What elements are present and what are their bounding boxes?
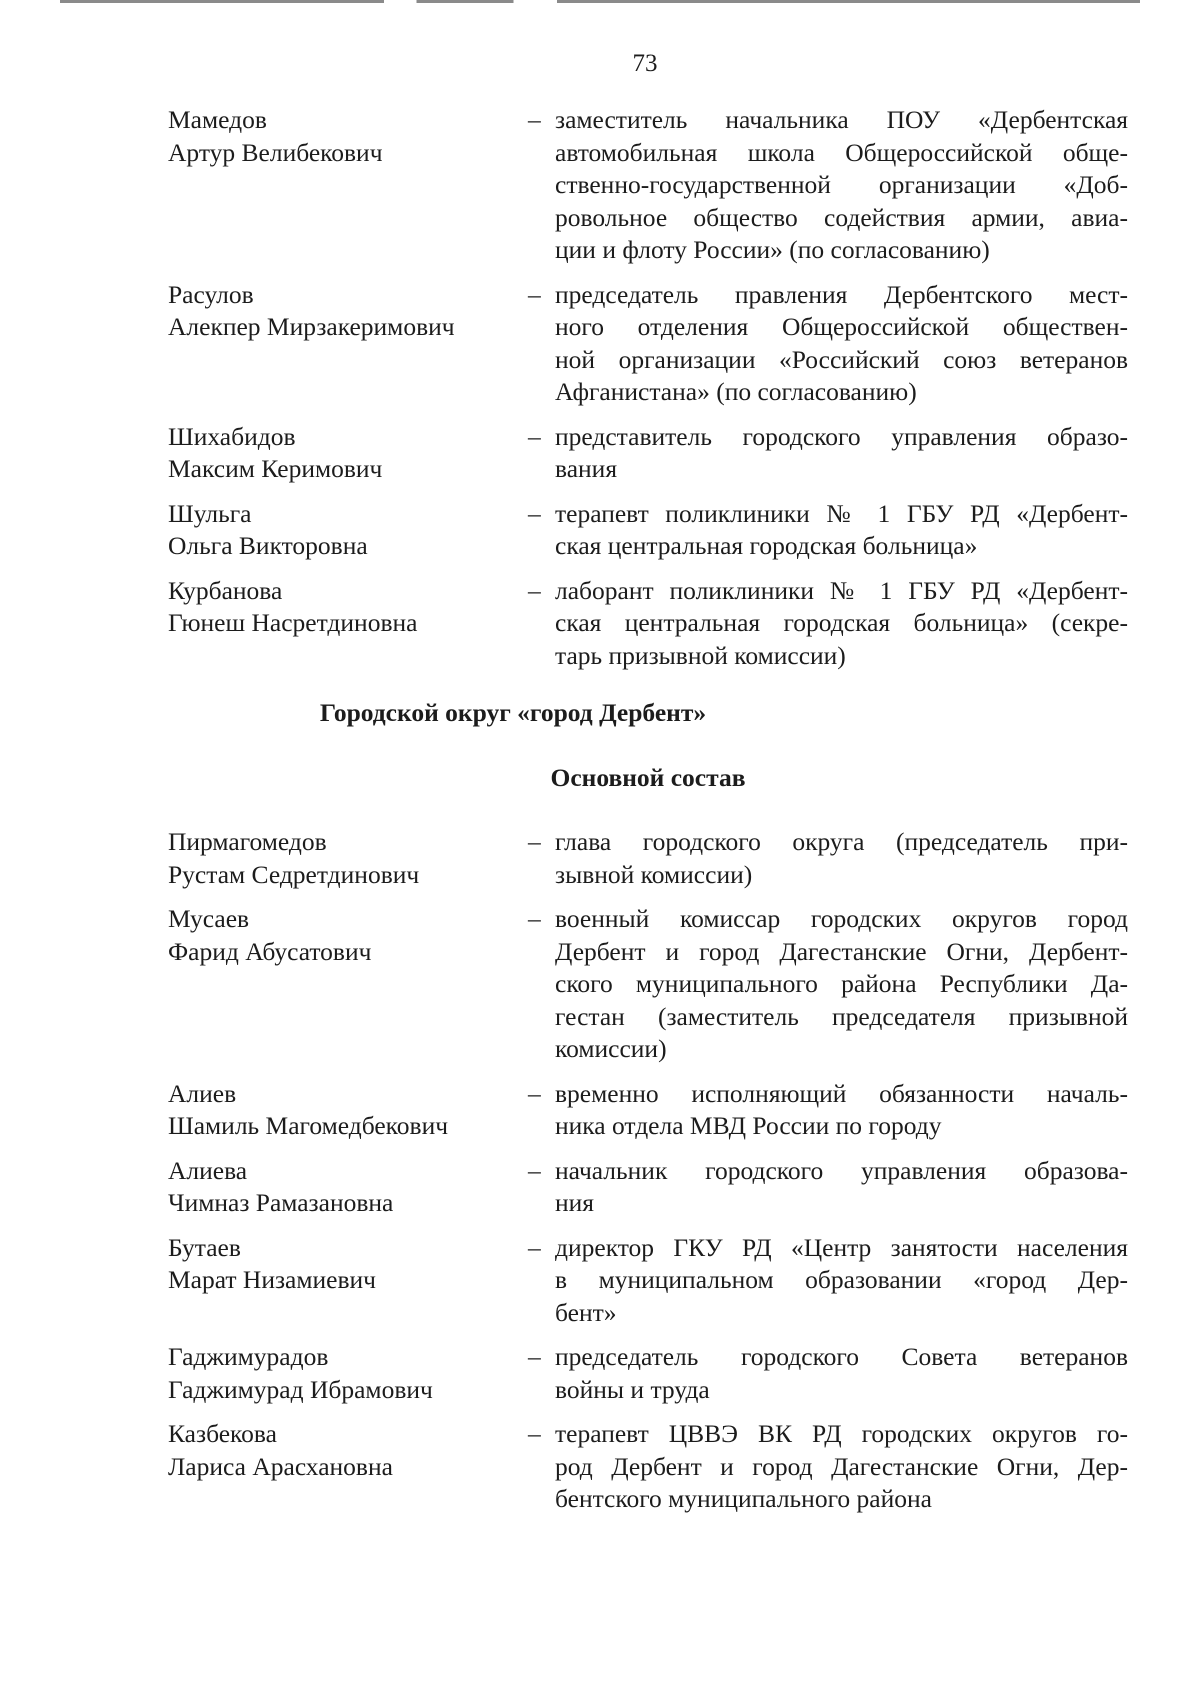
dash-separator: – [528,105,541,134]
role-line: ровольное общество содействия армии, авиа- [555,202,1128,232]
member-role [528,1155,1128,1220]
role-line: военный комиссар городских округов город [555,904,1128,933]
role-description [555,279,1128,409]
member-first-patronymic: Фарид Абусатович [168,936,372,966]
role-line: ского муниципального района Республики Да- [555,969,1128,998]
member-role [528,279,1128,409]
member-entry [168,1078,1128,1143]
member-name [168,104,528,267]
role-description [555,1418,1128,1516]
member-role [528,421,1128,486]
dash-separator: – [528,904,541,933]
dash-separator: – [528,1232,541,1262]
member-entry [168,1232,1128,1330]
member-entry [168,575,1128,673]
member-first-patronymic: Артур Велибекович [168,137,383,167]
role-description [555,575,1128,673]
member-surname: Бутаев [168,1232,241,1262]
member-surname: Алиев [168,1078,237,1108]
document-body [168,104,1128,1528]
role-line: войны и труда [555,1374,710,1404]
section-heading-composition: Основной состав [550,762,746,792]
member-name [168,1341,528,1406]
member-role [528,104,1128,267]
section-heading-district: Городской округ «город Дербент» [319,698,707,727]
role-line: Дербент и город Дагестанские Огни, Дербент- [555,936,1128,966]
role-line: ская центральная городская больница» [555,531,978,560]
role-description [555,1232,1128,1330]
role-line: зывной комиссии) [555,859,753,889]
role-line: ника отдела МВД России по городу [555,1111,942,1140]
member-role [528,1232,1128,1330]
member-first-patronymic: Рустам Седретдинович [168,859,420,889]
role-line: ственно-государственной организации «Доб- [555,170,1128,199]
member-entry [168,1418,1128,1516]
member-surname: Казбекова [168,1419,277,1448]
member-role [528,1341,1128,1406]
role-line: ной организации «Российский союз ветеранов [555,344,1128,374]
member-surname: Шульга [168,498,252,528]
role-description [555,1341,1128,1406]
dash-separator: – [528,421,541,451]
role-line: заместитель начальника ПОУ «Дербентская [555,105,1128,134]
role-line: ская центральная городская больница» (секре- [555,608,1128,637]
member-name [168,498,528,563]
member-surname: Расулов [168,279,254,309]
member-entry [168,1341,1128,1406]
member-surname: Шихабидов [168,421,296,451]
dash-separator: – [528,498,541,528]
role-description [555,826,1128,891]
role-line: начальник городского управления образова- [555,1155,1128,1185]
role-line: директор ГКУ РД «Центр занятости населения [555,1232,1128,1262]
member-role [528,498,1128,563]
member-name [168,575,528,673]
member-surname: Алиева [168,1155,248,1185]
member-entry [168,279,1128,409]
member-entry [168,1155,1128,1220]
dash-separator: – [528,575,541,605]
role-line: гестан (заместитель председателя призывной [555,1001,1128,1031]
dash-separator: – [528,279,541,309]
role-line: тарь призывной комиссии) [555,640,846,670]
member-entry [168,826,1128,891]
member-entry [168,104,1128,267]
role-line: бентского муниципального района [555,1484,932,1513]
role-description [555,1078,1128,1143]
role-description [555,903,1128,1066]
member-list-main [168,826,1128,1516]
member-first-patronymic: Алекпер Мирзакеримович [168,312,455,341]
member-name [168,1418,528,1516]
member-name [168,1232,528,1330]
member-role [528,575,1128,673]
member-name [168,1155,528,1220]
role-description [555,498,1128,563]
role-line: председатель правления Дербентского мест- [555,279,1128,309]
member-role [528,1418,1128,1516]
role-line: комиссии) [555,1034,667,1063]
role-description [555,1155,1128,1220]
role-line: представитель городского управления образо- [555,421,1128,451]
member-surname: Мамедов [168,105,267,134]
role-line: глава городского округа (председатель при- [555,827,1128,856]
member-entry [168,498,1128,563]
member-first-patronymic: Максим Керимович [168,454,383,483]
member-role [528,1078,1128,1143]
member-entry [168,903,1128,1066]
role-line: ного отделения Общероссийской обществен- [555,312,1128,341]
member-surname: Пирмагомедов [168,827,327,856]
role-line: Афганистана» (по согласованию) [555,377,917,406]
scan-top-edge [60,0,1140,3]
member-surname: Мусаев [168,904,250,933]
member-surname: Гаджимурадов [168,1342,329,1371]
member-name [168,903,528,1066]
role-line: лаборант поликлиники № 1 ГБУ РД «Дербент- [555,575,1128,605]
member-first-patronymic: Ольга Викторовна [168,531,368,560]
dash-separator: – [528,1155,541,1185]
dash-separator: – [528,1078,541,1108]
role-line: в муниципальном образовании «город Дер- [555,1265,1128,1294]
dash-separator: – [528,827,541,856]
member-surname: Курбанова [168,575,283,605]
role-line: автомобильная школа Общероссийской обще- [555,137,1128,167]
dash-separator: – [528,1342,541,1371]
role-line: ции и флоту России» (по согласованию) [555,235,990,264]
member-role [528,903,1128,1066]
member-first-patronymic: Лариса Арасхановна [168,1451,393,1481]
role-line: временно исполняющий обязанности началь- [555,1078,1128,1108]
role-line: вания [555,454,618,483]
member-first-patronymic: Гаджимурад Ибрамович [168,1374,433,1404]
member-name [168,279,528,409]
dash-separator: – [528,1419,541,1448]
member-first-patronymic: Чимназ Рамазановна [168,1188,394,1217]
member-first-patronymic: Шамиль Магомедбекович [168,1111,449,1140]
page-number: 73 [632,50,658,77]
member-name [168,826,528,891]
role-line: председатель городского Совета ветеранов [555,1342,1128,1371]
member-entry [168,421,1128,486]
role-line: терапевт ЦВВЭ ВК РД городских округов го- [555,1419,1128,1448]
role-line: бент» [555,1297,617,1327]
member-list-top [168,104,1128,672]
member-first-patronymic: Марат Низамиевич [168,1265,376,1294]
role-line: ния [555,1188,595,1217]
role-line: род Дербент и город Дагестанские Огни, Дер- [555,1451,1128,1481]
member-role [528,826,1128,891]
role-description [555,104,1128,267]
role-line: терапевт поликлиники № 1 ГБУ РД «Дербент- [555,498,1128,528]
member-name [168,421,528,486]
member-name [168,1078,528,1143]
role-description [555,421,1128,486]
member-first-patronymic: Гюнеш Насретдиновна [168,608,418,637]
